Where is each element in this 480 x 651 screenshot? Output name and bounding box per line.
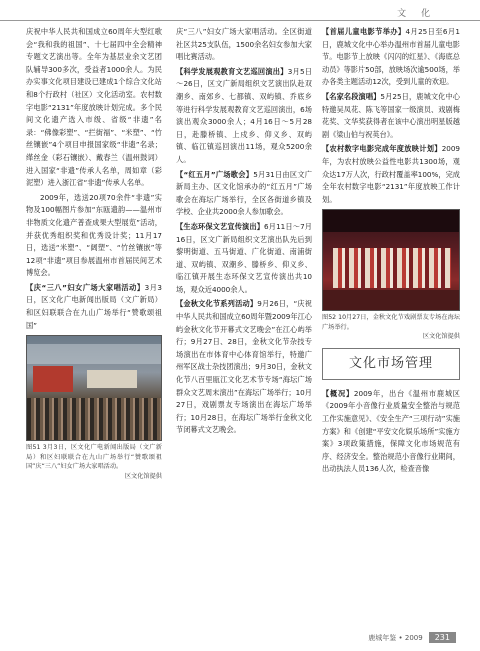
caption-51-text: 图51 3月3日，区文化广电新闻出版局（文广新局）和区妇联联合在九山广场举行“赞歌颂祖国”庆“三八”妇女广场大家唱活动。 [26,444,162,471]
col3-p4-body: 2009年，出台《温州市鹿城区《2009年小音像行业质量安全整治与规范工作实施意见》、《安全生产“三项行动”实施方案》和《创建“平安文化娱乐场所”实施方案》3项政策措施，保障文化市场规范有序、经济安全。整治规范小音像行业期间，出动执法人员136人次，检查音像 [322,388,460,474]
col2-p2-body: 3月5日～26日，区文广新局组织文艺演出队赴双潮乡、南郊乡、七都镇、双屿镇、乔底乡等进行科学发展观教育文艺巡回演出，6场演出观众3000余人；4月16日～5月28日，赴滕桥镇、上戍乡、仰义乡、双屿镇、临江镇巡回演出11场，观众5200余人。 [176,66,312,164]
col3-p2-body: 5月25日，鹿城文化中心特邀吴凤花、陈飞等国家一级演员、戏剧梅花奖、文华奖获得者在该中心演出明星版越剧《梁山伯与祝英台》。 [322,91,460,139]
col3-p1-heading: 【首届儿童电影节举办】 [322,27,406,36]
col3-p4-heading: 【概况】 [322,388,354,398]
col2-paragraph-3 [176,169,312,219]
col3-p1-body: 4月25日至6月1日，鹿城文化中心举办温州市首届儿童电影节。电影节上放映《闪闪的红星》、《海底总动员》等影片50部，放映场次逾500场，举办各类主题活动12次，受到儿童的欢迎。 [322,27,460,87]
col1-paragraph-3 [26,282,162,332]
photo-opera-performance [322,209,460,311]
col1-p3-heading: 【庆“三八”妇女广场大家唱活动】 [26,282,145,292]
section-header: 文 化 [397,9,436,19]
col2-p5-body: 9月26日，“庆祝中华人民共和国成立60周年暨2009年江心屿金秋文化节开幕式文艺晚会”在江心屿举行；9月27日、28日，金秋文化节杂技专场演出在市体育中心体育馆举行，特邀广州军区战士杂技团演出；9月30日，金秋文化节八百里瓯江文化艺术节专场“海坛广场群众文艺周末演出”在海坛广场举行；10月27日，戏剧票友专场演出在海坛广场举行；10月28日，在海坛广场举行金秋文化节闭幕式文艺晚会。 [176,299,312,435]
col2-p3-heading: 【“红五月”广场歌会】 [176,169,254,179]
page-footer [368,632,456,643]
col3-p3-heading: 【农村数字电影完成年度放映计划】 [322,144,442,154]
footer-journal: 鹿城年鉴 • 2009 [368,633,423,642]
col2-p3-body: 5月31日由区文广新局主办、区文化馆承办的“红五月”广场歌会在海坛广场举行，全区各街道乡镇及学校、企业共2000余人参加歌会。 [176,169,312,217]
col1-p3-body: 3月3日，区文化广电新闻出版局（文广新局）和区妇联联合在九山广场举行“赞歌颂祖国” [26,282,162,330]
col2-p2-heading: 【科学发展观教育文艺巡回演出】 [176,66,288,76]
col1-paragraph-2: 2009年，选送20项70余件“非遗”实物及100幅图片参加“东瓯遗韵——温州市非物质文化遗产普查成果大型展览”活动，并获优秀组织奖和优秀设计奖；11月17日，选送“米塑”、“阔塑”、“竹丝镶嵌”等12项“非遗”项目参展温州市首届民间艺术博览会。 [26,192,162,278]
col3-paragraph-1 [322,26,460,89]
col2-p4-body: 6月11日～7月16日，区文广新局组织文艺演出队先后到黎明街道、五马街道、广化街道、南浦街道、双屿镇、双潮乡、滕桥乡、仰义乡、临江镇开展生态环保文艺宣传演出共10场，观众近4000余人。 [176,221,312,294]
col3-paragraph-2 [322,91,460,141]
col2-p5-heading: 【金秋文化节系列活动】 [176,299,258,309]
photo-caption-52 [322,313,460,342]
col3-paragraph-3 [322,143,460,206]
photo-womens-day-singing [26,335,162,441]
column-3 [322,26,460,622]
section-title-culture-market: 文化市场管理 [322,348,460,380]
col2-paragraph-2 [176,66,312,167]
col3-paragraph-4 [322,388,460,476]
caption-51-credit: 区文化馆提供 [124,472,162,480]
col3-p3-body: 2009年，为农村放映公益性电影共1300场，观众达17万人次，行政村覆盖率100%，完成全年农村数字电影“2131”年度放映工作计划。 [322,144,460,204]
photo-caption-51 [26,443,162,481]
column-2 [176,26,312,622]
col1-paragraph-1: 庆祝中华人民共和国成立60周年大型红歌会“我和我的祖国”、十七届四中全会精神专题文艺演出等。全年为基层业余文艺团队辅导300多次，受益者1000余人。为民办实事文化项目建设已建成1个综合文化站和8个行政村（社区）文化活动室。农村数字电影“2131”年度放映计划完成。多个民间文化遗产选入市级、省级“非遗”名录：“佛像彩塑”、“拦街福”、“米塑”、“竹丝镶嵌”4个项目申报国家级“非遗”名录；缂丝金（彩石镶嵌）、戴春兰（温州鼓词）进入国家“非遗”传承人名单，周如章（彩泥塑）进入浙江省“非遗”传承人名单。 [26,27,162,188]
col2-paragraph-5 [176,298,312,437]
col2-paragraph-4 [176,221,312,297]
caption-52-text: 图52 10月27日，金秋文化节戏剧票友专场在海坛广场举行。 [322,314,460,331]
header-rule [0,20,480,21]
column-1 [26,26,162,622]
col2-p4-heading: 【生态环保文艺宣传演出】 [176,221,265,231]
page-number: 231 [429,632,456,643]
col2-paragraph-1: 庆“三八”妇女广场大家唱活动。全区街道社区共25支队伍，1500余名妇女参加大家唱比赛活动。 [176,27,312,62]
col3-p2-heading: 【名家名段演唱】 [322,91,381,101]
caption-52-credit: 区文化馆提供 [422,333,460,341]
